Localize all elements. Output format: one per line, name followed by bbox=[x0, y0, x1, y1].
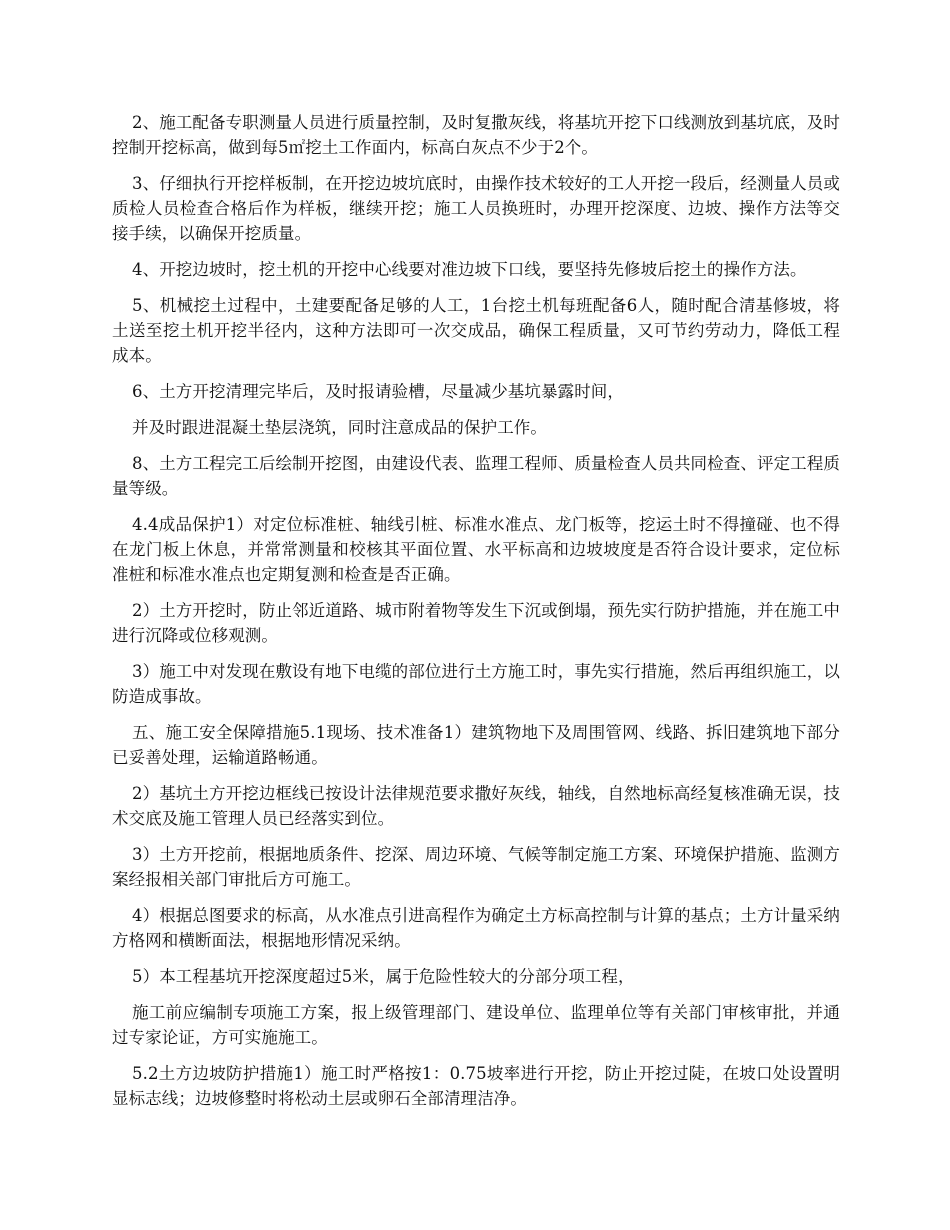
paragraph: 5.2土方边坡防护措施1）施工时严格按1：0.75坡率进行开挖，防止开挖过陡，在坡口处设置明显标志线；边坡修整时将松动土层或卵石全部清理洁净。 bbox=[112, 1064, 840, 1108]
paragraph: 4）根据总图要求的标高，从水准点引进高程作为确定土方标高控制与计算的基点；土方计量采纳方格网和横断面法，根据地形情况采纳。 bbox=[112, 906, 840, 950]
paragraph: 3）土方开挖前，根据地质条件、挖深、周边环境、气候等制定施工方案、环境保护措施、监测方案经报相关部门审批后方可施工。 bbox=[112, 845, 840, 889]
paragraph: 施工前应编制专项施工方案，报上级管理部门、建设单位、监理单位等有关部门审核审批，并通过专家论证，方可实施施工。 bbox=[112, 1003, 840, 1047]
paragraph: 3、仔细执行开挖样板制，在开挖边坡坑底时，由操作技术较好的工人开挖一段后，经测量人员或质检人员检查合格后作为样板，继续开挖；施工人员换班时，办理开挖深度、边坡、操作方法等交接手续，以确保开挖质量。 bbox=[112, 174, 840, 243]
paragraph: 8、土方工程完工后绘制开挖图，由建设代表、监理工程师、质量检查人员共同检查、评定工程质量等级。 bbox=[112, 454, 840, 498]
paragraph: 2）基坑土方开挖边框线已按设计法律规范要求撒好灰线，轴线，自然地标高经复核准确无误，技术交底及施工管理人员已经落实到位。 bbox=[112, 784, 840, 828]
document-body bbox=[112, 110, 840, 1122]
paragraph: 3）施工中对发现在敷设有地下电缆的部位进行土方施工时，事先实行措施，然后再组织施工，以防造成事故。 bbox=[112, 662, 840, 706]
paragraph: 5、机械挖土过程中，土建要配备足够的人工，1台挖土机每班配备6人，随时配合清基修坡，将土送至挖土机开挖半径内，这种方法即可一次交成品，确保工程质量，又可节约劳动力，降低工程成本。 bbox=[112, 296, 840, 365]
paragraph: 五、施工安全保障措施5.1现场、技术准备1）建筑物地下及周围管网、线路、拆旧建筑地下部分已妥善处理，运输道路畅通。 bbox=[112, 723, 840, 767]
paragraph: 2、施工配备专职测量人员进行质量控制，及时复撒灰线，将基坑开挖下口线测放到基坑底，及时控制开挖标高，做到每5㎡挖土工作面内，标高白灰点不少于2个。 bbox=[112, 113, 840, 157]
paragraph: 6、土方开挖清理完毕后，及时报请验槽，尽量减少基坑暴露时间， bbox=[132, 382, 624, 401]
paragraph: 并及时跟进混凝土垫层浇筑，同时注意成品的保护工作。 bbox=[132, 418, 547, 437]
paragraph: 5）本工程基坑开挖深度超过5米，属于危险性较大的分部分项工程， bbox=[132, 967, 635, 986]
paragraph: 2）土方开挖时，防止邻近道路、城市附着物等发生下沉或倒塌，预先实行防护措施，并在施工中进行沉降或位移观测。 bbox=[112, 601, 840, 645]
paragraph: 4、开挖边坡时，挖土机的开挖中心线要对准边坡下口线，要坚持先修坡后挖土的操作方法。 bbox=[132, 260, 807, 279]
paragraph: 4.4成品保护1）对定位标准桩、轴线引桩、标准水准点、龙门板等，挖运土时不得撞碰、也不得在龙门板上休息，并常常测量和校核其平面位置、水平标高和边坡坡度是否符合设计要求，定位标准桩和标准水准点也定期复测和检查是否正确。 bbox=[112, 515, 840, 584]
